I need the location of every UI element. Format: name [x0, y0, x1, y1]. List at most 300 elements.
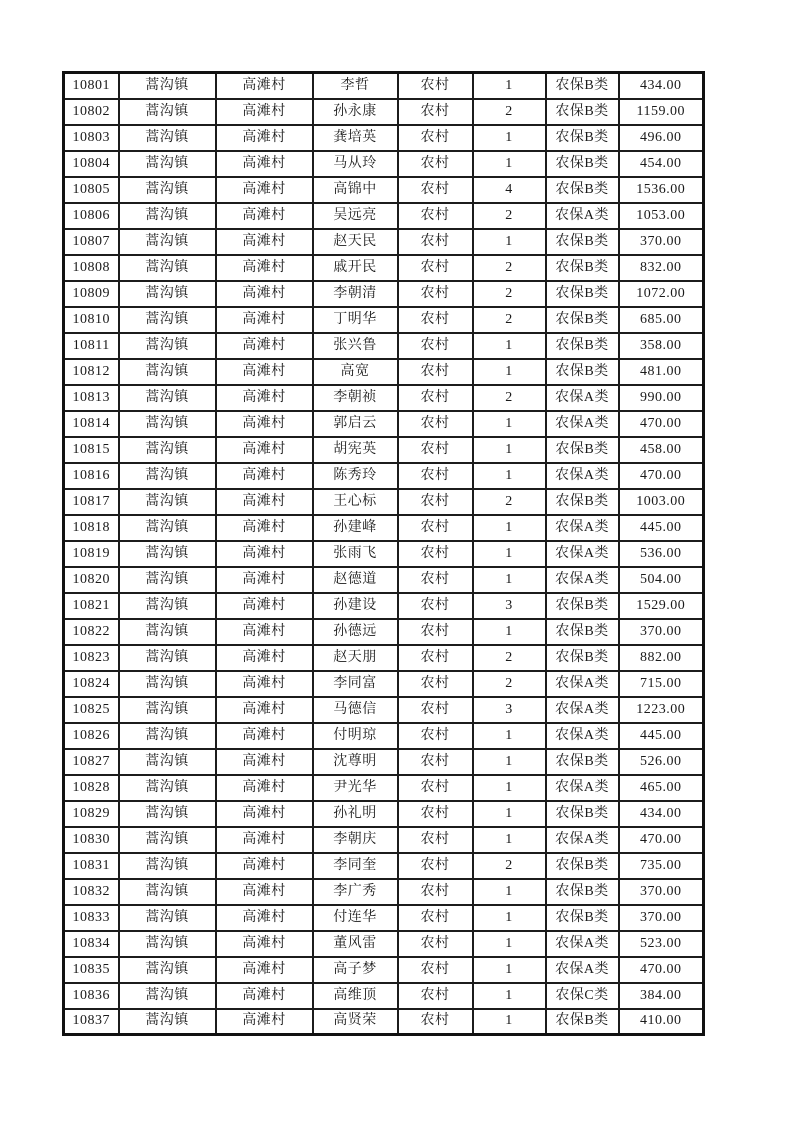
- cell-village-name: 高滩村: [216, 255, 313, 281]
- cell-insurance-category: 农保C类: [546, 983, 619, 1009]
- cell-household-type: 农村: [398, 281, 473, 307]
- cell-record-number: 10822: [64, 619, 119, 645]
- cell-record-number: 10809: [64, 281, 119, 307]
- cell-town-name: 蒿沟镇: [119, 333, 216, 359]
- cell-village-name: 高滩村: [216, 151, 313, 177]
- table-row: [64, 203, 704, 229]
- cell-village-name: 高滩村: [216, 983, 313, 1009]
- cell-village-name: 高滩村: [216, 697, 313, 723]
- cell-village-name: 高滩村: [216, 671, 313, 697]
- cell-person-name: 张兴鲁: [313, 333, 398, 359]
- cell-household-type: 农村: [398, 255, 473, 281]
- cell-amount: 470.00: [619, 827, 704, 853]
- table-row: [64, 385, 704, 411]
- cell-insurance-category: 农保A类: [546, 671, 619, 697]
- table-row: [64, 671, 704, 697]
- cell-person-name: 赵天民: [313, 229, 398, 255]
- cell-town-name: 蒿沟镇: [119, 229, 216, 255]
- cell-insurance-category: 农保B类: [546, 801, 619, 827]
- cell-town-name: 蒿沟镇: [119, 983, 216, 1009]
- cell-person-count: 2: [473, 203, 546, 229]
- cell-town-name: 蒿沟镇: [119, 203, 216, 229]
- cell-household-type: 农村: [398, 853, 473, 879]
- cell-amount: 1159.00: [619, 99, 704, 125]
- cell-amount: 832.00: [619, 255, 704, 281]
- table-row: [64, 567, 704, 593]
- cell-town-name: 蒿沟镇: [119, 957, 216, 983]
- cell-household-type: 农村: [398, 1009, 473, 1035]
- cell-amount: 1223.00: [619, 697, 704, 723]
- cell-record-number: 10836: [64, 983, 119, 1009]
- cell-village-name: 高滩村: [216, 385, 313, 411]
- cell-town-name: 蒿沟镇: [119, 645, 216, 671]
- cell-household-type: 农村: [398, 593, 473, 619]
- table-row: [64, 853, 704, 879]
- cell-person-name: 李广秀: [313, 879, 398, 905]
- cell-insurance-category: 农保A类: [546, 385, 619, 411]
- cell-town-name: 蒿沟镇: [119, 671, 216, 697]
- cell-household-type: 农村: [398, 983, 473, 1009]
- cell-person-count: 1: [473, 125, 546, 151]
- cell-village-name: 高滩村: [216, 1009, 313, 1035]
- cell-town-name: 蒿沟镇: [119, 827, 216, 853]
- cell-amount: 358.00: [619, 333, 704, 359]
- cell-person-count: 1: [473, 957, 546, 983]
- table-row: [64, 463, 704, 489]
- cell-household-type: 农村: [398, 723, 473, 749]
- cell-person-name: 孙德远: [313, 619, 398, 645]
- cell-household-type: 农村: [398, 671, 473, 697]
- cell-village-name: 高滩村: [216, 73, 313, 99]
- cell-amount: 1003.00: [619, 489, 704, 515]
- cell-household-type: 农村: [398, 99, 473, 125]
- cell-person-name: 李朝庆: [313, 827, 398, 853]
- cell-person-name: 董风雷: [313, 931, 398, 957]
- cell-person-count: 2: [473, 645, 546, 671]
- cell-village-name: 高滩村: [216, 749, 313, 775]
- cell-town-name: 蒿沟镇: [119, 749, 216, 775]
- cell-person-name: 马德信: [313, 697, 398, 723]
- cell-record-number: 10819: [64, 541, 119, 567]
- cell-record-number: 10826: [64, 723, 119, 749]
- cell-person-name: 戚开民: [313, 255, 398, 281]
- table-row: [64, 593, 704, 619]
- table-body: [64, 73, 704, 1035]
- cell-amount: 370.00: [619, 879, 704, 905]
- table-row: [64, 489, 704, 515]
- cell-insurance-category: 农保B类: [546, 73, 619, 99]
- table-row: [64, 359, 704, 385]
- cell-person-name: 李朝祯: [313, 385, 398, 411]
- cell-insurance-category: 农保B类: [546, 307, 619, 333]
- cell-amount: 370.00: [619, 229, 704, 255]
- cell-insurance-category: 农保A类: [546, 515, 619, 541]
- cell-household-type: 农村: [398, 957, 473, 983]
- cell-person-name: 尹光华: [313, 775, 398, 801]
- cell-household-type: 农村: [398, 437, 473, 463]
- cell-village-name: 高滩村: [216, 99, 313, 125]
- cell-person-name: 孙建设: [313, 593, 398, 619]
- cell-record-number: 10828: [64, 775, 119, 801]
- table-row: [64, 697, 704, 723]
- cell-household-type: 农村: [398, 73, 473, 99]
- cell-village-name: 高滩村: [216, 593, 313, 619]
- cell-person-count: 1: [473, 879, 546, 905]
- cell-amount: 523.00: [619, 931, 704, 957]
- table-row: [64, 333, 704, 359]
- cell-town-name: 蒿沟镇: [119, 801, 216, 827]
- cell-person-name: 李同奎: [313, 853, 398, 879]
- cell-person-count: 3: [473, 697, 546, 723]
- cell-person-name: 沈尊明: [313, 749, 398, 775]
- cell-amount: 434.00: [619, 73, 704, 99]
- cell-town-name: 蒿沟镇: [119, 437, 216, 463]
- cell-person-name: 赵德道: [313, 567, 398, 593]
- cell-record-number: 10820: [64, 567, 119, 593]
- cell-village-name: 高滩村: [216, 619, 313, 645]
- cell-person-name: 赵天朋: [313, 645, 398, 671]
- cell-person-count: 4: [473, 177, 546, 203]
- cell-insurance-category: 农保B类: [546, 281, 619, 307]
- cell-town-name: 蒿沟镇: [119, 515, 216, 541]
- table-row: [64, 307, 704, 333]
- cell-person-count: 1: [473, 1009, 546, 1035]
- table-row: [64, 541, 704, 567]
- cell-amount: 370.00: [619, 619, 704, 645]
- cell-record-number: 10818: [64, 515, 119, 541]
- cell-insurance-category: 农保B类: [546, 255, 619, 281]
- table-row: [64, 229, 704, 255]
- cell-village-name: 高滩村: [216, 957, 313, 983]
- cell-household-type: 农村: [398, 619, 473, 645]
- cell-person-count: 1: [473, 73, 546, 99]
- cell-town-name: 蒿沟镇: [119, 463, 216, 489]
- cell-insurance-category: 农保B类: [546, 489, 619, 515]
- cell-insurance-category: 农保B类: [546, 619, 619, 645]
- cell-village-name: 高滩村: [216, 567, 313, 593]
- cell-person-name: 龚培英: [313, 125, 398, 151]
- cell-household-type: 农村: [398, 307, 473, 333]
- cell-household-type: 农村: [398, 489, 473, 515]
- cell-household-type: 农村: [398, 827, 473, 853]
- cell-amount: 496.00: [619, 125, 704, 151]
- cell-town-name: 蒿沟镇: [119, 73, 216, 99]
- cell-household-type: 农村: [398, 229, 473, 255]
- cell-amount: 1072.00: [619, 281, 704, 307]
- table-row: [64, 99, 704, 125]
- cell-record-number: 10823: [64, 645, 119, 671]
- cell-insurance-category: 农保A类: [546, 775, 619, 801]
- cell-insurance-category: 农保B类: [546, 749, 619, 775]
- cell-village-name: 高滩村: [216, 203, 313, 229]
- table-row: [64, 281, 704, 307]
- cell-record-number: 10833: [64, 905, 119, 931]
- cell-person-name: 马从玲: [313, 151, 398, 177]
- cell-record-number: 10803: [64, 125, 119, 151]
- cell-person-count: 1: [473, 801, 546, 827]
- table-row: [64, 177, 704, 203]
- cell-person-name: 张雨飞: [313, 541, 398, 567]
- cell-person-count: 1: [473, 619, 546, 645]
- cell-household-type: 农村: [398, 151, 473, 177]
- table-row: [64, 73, 704, 99]
- table-row: [64, 957, 704, 983]
- cell-person-count: 2: [473, 489, 546, 515]
- cell-record-number: 10834: [64, 931, 119, 957]
- cell-amount: 685.00: [619, 307, 704, 333]
- cell-household-type: 农村: [398, 463, 473, 489]
- table-row: [64, 905, 704, 931]
- cell-record-number: 10827: [64, 749, 119, 775]
- cell-person-name: 高锦中: [313, 177, 398, 203]
- cell-household-type: 农村: [398, 567, 473, 593]
- cell-village-name: 高滩村: [216, 645, 313, 671]
- table-row: [64, 931, 704, 957]
- cell-village-name: 高滩村: [216, 333, 313, 359]
- cell-amount: 735.00: [619, 853, 704, 879]
- cell-person-name: 高贤荣: [313, 1009, 398, 1035]
- cell-village-name: 高滩村: [216, 723, 313, 749]
- table-row: [64, 983, 704, 1009]
- cell-village-name: 高滩村: [216, 229, 313, 255]
- cell-household-type: 农村: [398, 879, 473, 905]
- cell-amount: 1529.00: [619, 593, 704, 619]
- cell-person-count: 1: [473, 905, 546, 931]
- cell-person-name: 高宽: [313, 359, 398, 385]
- cell-record-number: 10812: [64, 359, 119, 385]
- cell-town-name: 蒿沟镇: [119, 177, 216, 203]
- cell-person-count: 1: [473, 723, 546, 749]
- cell-amount: 470.00: [619, 463, 704, 489]
- cell-village-name: 高滩村: [216, 307, 313, 333]
- cell-person-name: 孙建峰: [313, 515, 398, 541]
- cell-insurance-category: 农保B类: [546, 879, 619, 905]
- cell-insurance-category: 农保B类: [546, 593, 619, 619]
- cell-insurance-category: 农保B类: [546, 1009, 619, 1035]
- cell-person-count: 2: [473, 307, 546, 333]
- cell-record-number: 10825: [64, 697, 119, 723]
- cell-amount: 990.00: [619, 385, 704, 411]
- cell-record-number: 10814: [64, 411, 119, 437]
- cell-amount: 465.00: [619, 775, 704, 801]
- cell-record-number: 10816: [64, 463, 119, 489]
- cell-town-name: 蒿沟镇: [119, 489, 216, 515]
- cell-record-number: 10810: [64, 307, 119, 333]
- cell-amount: 481.00: [619, 359, 704, 385]
- cell-person-name: 胡宪英: [313, 437, 398, 463]
- cell-town-name: 蒿沟镇: [119, 385, 216, 411]
- cell-insurance-category: 农保A类: [546, 567, 619, 593]
- table-row: [64, 125, 704, 151]
- cell-town-name: 蒿沟镇: [119, 775, 216, 801]
- cell-household-type: 农村: [398, 125, 473, 151]
- cell-person-name: 孙永康: [313, 99, 398, 125]
- cell-village-name: 高滩村: [216, 489, 313, 515]
- cell-amount: 445.00: [619, 515, 704, 541]
- cell-insurance-category: 农保A类: [546, 957, 619, 983]
- cell-insurance-category: 农保A类: [546, 463, 619, 489]
- cell-insurance-category: 农保B类: [546, 333, 619, 359]
- cell-amount: 445.00: [619, 723, 704, 749]
- cell-person-count: 2: [473, 671, 546, 697]
- cell-person-name: 李哲: [313, 73, 398, 99]
- table-row: [64, 827, 704, 853]
- cell-record-number: 10815: [64, 437, 119, 463]
- table-row: [64, 515, 704, 541]
- cell-insurance-category: 农保B类: [546, 437, 619, 463]
- cell-person-name: 丁明华: [313, 307, 398, 333]
- table-row: [64, 255, 704, 281]
- cell-person-name: 高维顶: [313, 983, 398, 1009]
- cell-amount: 454.00: [619, 151, 704, 177]
- cell-household-type: 农村: [398, 385, 473, 411]
- cell-insurance-category: 农保B类: [546, 359, 619, 385]
- cell-person-name: 李朝清: [313, 281, 398, 307]
- cell-household-type: 农村: [398, 411, 473, 437]
- cell-village-name: 高滩村: [216, 281, 313, 307]
- cell-record-number: 10805: [64, 177, 119, 203]
- cell-village-name: 高滩村: [216, 827, 313, 853]
- cell-village-name: 高滩村: [216, 931, 313, 957]
- cell-person-count: 1: [473, 411, 546, 437]
- cell-person-count: 1: [473, 333, 546, 359]
- cell-person-name: 李同富: [313, 671, 398, 697]
- cell-household-type: 农村: [398, 203, 473, 229]
- table-row: [64, 411, 704, 437]
- cell-record-number: 10831: [64, 853, 119, 879]
- cell-amount: 470.00: [619, 957, 704, 983]
- cell-person-count: 1: [473, 151, 546, 177]
- cell-town-name: 蒿沟镇: [119, 619, 216, 645]
- cell-person-count: 2: [473, 385, 546, 411]
- cell-person-count: 1: [473, 515, 546, 541]
- cell-household-type: 农村: [398, 905, 473, 931]
- cell-village-name: 高滩村: [216, 359, 313, 385]
- cell-village-name: 高滩村: [216, 905, 313, 931]
- cell-record-number: 10813: [64, 385, 119, 411]
- cell-insurance-category: 农保B类: [546, 905, 619, 931]
- cell-person-name: 郭启云: [313, 411, 398, 437]
- cell-insurance-category: 农保A类: [546, 723, 619, 749]
- cell-insurance-category: 农保A类: [546, 931, 619, 957]
- cell-town-name: 蒿沟镇: [119, 541, 216, 567]
- cell-amount: 410.00: [619, 1009, 704, 1035]
- cell-village-name: 高滩村: [216, 775, 313, 801]
- cell-household-type: 农村: [398, 515, 473, 541]
- cell-insurance-category: 农保B类: [546, 645, 619, 671]
- cell-amount: 470.00: [619, 411, 704, 437]
- cell-record-number: 10807: [64, 229, 119, 255]
- table-row: [64, 775, 704, 801]
- cell-insurance-category: 农保B类: [546, 125, 619, 151]
- cell-town-name: 蒿沟镇: [119, 853, 216, 879]
- cell-household-type: 农村: [398, 333, 473, 359]
- cell-household-type: 农村: [398, 541, 473, 567]
- cell-insurance-category: 农保A类: [546, 827, 619, 853]
- cell-record-number: 10821: [64, 593, 119, 619]
- cell-town-name: 蒿沟镇: [119, 593, 216, 619]
- cell-record-number: 10835: [64, 957, 119, 983]
- cell-town-name: 蒿沟镇: [119, 151, 216, 177]
- cell-insurance-category: 农保B类: [546, 177, 619, 203]
- cell-village-name: 高滩村: [216, 515, 313, 541]
- cell-insurance-category: 农保A类: [546, 541, 619, 567]
- cell-amount: 1053.00: [619, 203, 704, 229]
- cell-amount: 434.00: [619, 801, 704, 827]
- cell-record-number: 10811: [64, 333, 119, 359]
- cell-amount: 1536.00: [619, 177, 704, 203]
- cell-person-count: 1: [473, 541, 546, 567]
- cell-person-count: 2: [473, 281, 546, 307]
- table-row: [64, 151, 704, 177]
- cell-village-name: 高滩村: [216, 853, 313, 879]
- cell-town-name: 蒿沟镇: [119, 723, 216, 749]
- cell-amount: 458.00: [619, 437, 704, 463]
- cell-person-count: 1: [473, 775, 546, 801]
- table-row: [64, 723, 704, 749]
- cell-person-name: 付明琼: [313, 723, 398, 749]
- cell-insurance-category: 农保B类: [546, 99, 619, 125]
- cell-household-type: 农村: [398, 931, 473, 957]
- cell-town-name: 蒿沟镇: [119, 411, 216, 437]
- cell-person-name: 王心标: [313, 489, 398, 515]
- cell-town-name: 蒿沟镇: [119, 125, 216, 151]
- cell-household-type: 农村: [398, 177, 473, 203]
- cell-record-number: 10808: [64, 255, 119, 281]
- cell-town-name: 蒿沟镇: [119, 879, 216, 905]
- cell-person-count: 1: [473, 827, 546, 853]
- cell-record-number: 10806: [64, 203, 119, 229]
- cell-household-type: 农村: [398, 801, 473, 827]
- cell-person-name: 陈秀玲: [313, 463, 398, 489]
- cell-person-name: 高子梦: [313, 957, 398, 983]
- cell-insurance-category: 农保B类: [546, 229, 619, 255]
- cell-record-number: 10829: [64, 801, 119, 827]
- cell-amount: 882.00: [619, 645, 704, 671]
- cell-town-name: 蒿沟镇: [119, 255, 216, 281]
- cell-amount: 526.00: [619, 749, 704, 775]
- cell-person-name: 孙礼明: [313, 801, 398, 827]
- cell-household-type: 农村: [398, 697, 473, 723]
- cell-person-count: 1: [473, 749, 546, 775]
- cell-village-name: 高滩村: [216, 801, 313, 827]
- cell-village-name: 高滩村: [216, 125, 313, 151]
- cell-amount: 536.00: [619, 541, 704, 567]
- cell-insurance-category: 农保B类: [546, 151, 619, 177]
- cell-town-name: 蒿沟镇: [119, 931, 216, 957]
- cell-person-count: 1: [473, 437, 546, 463]
- cell-town-name: 蒿沟镇: [119, 567, 216, 593]
- cell-village-name: 高滩村: [216, 177, 313, 203]
- cell-insurance-category: 农保B类: [546, 853, 619, 879]
- cell-amount: 384.00: [619, 983, 704, 1009]
- cell-person-count: 2: [473, 853, 546, 879]
- cell-record-number: 10832: [64, 879, 119, 905]
- cell-person-count: 1: [473, 931, 546, 957]
- cell-household-type: 农村: [398, 645, 473, 671]
- cell-town-name: 蒿沟镇: [119, 281, 216, 307]
- cell-insurance-category: 农保A类: [546, 697, 619, 723]
- table-row: [64, 645, 704, 671]
- cell-household-type: 农村: [398, 775, 473, 801]
- cell-record-number: 10804: [64, 151, 119, 177]
- cell-village-name: 高滩村: [216, 463, 313, 489]
- cell-person-count: 1: [473, 359, 546, 385]
- table-row: [64, 437, 704, 463]
- cell-person-count: 1: [473, 229, 546, 255]
- cell-town-name: 蒿沟镇: [119, 359, 216, 385]
- cell-household-type: 农村: [398, 359, 473, 385]
